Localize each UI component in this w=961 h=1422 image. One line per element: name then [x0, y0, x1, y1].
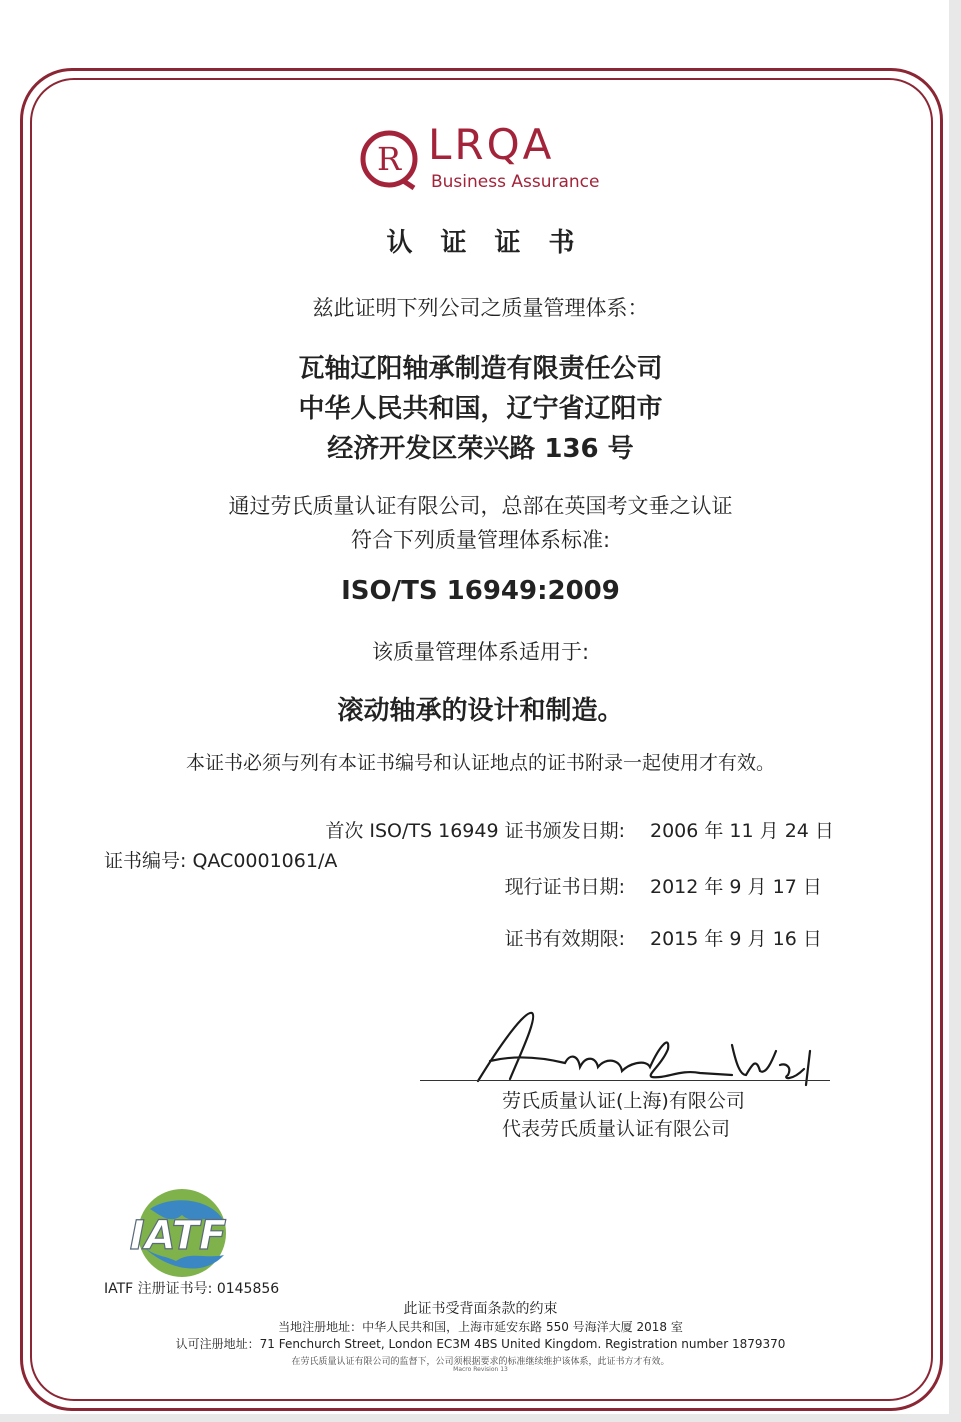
expiry-date-value: 2015 年 9 月 16 日: [650, 928, 822, 950]
current-date-label: 现行证书日期:: [504, 876, 625, 898]
svg-text:R: R: [376, 140, 402, 178]
signatory-line2: 代表劳氏质量认证有限公司: [502, 1118, 731, 1140]
iatf-globe-logo: [120, 1185, 238, 1285]
svg-text:IATF: IATF: [129, 1213, 227, 1259]
footer-validity: 在劳氏质量认证有限公司的监督下，公司须根据要求的标准继续维护该体系，此证书方才有效。: [291, 1357, 670, 1367]
signature-line: [420, 1080, 830, 1081]
certificate-number: 证书编号: QAC0001061/A: [104, 850, 338, 872]
company-address-line2: 经济开发区荣兴路 136 号: [327, 434, 634, 464]
first-issue-value: 2006 年 11 月 24 日: [650, 820, 834, 842]
handwritten-signature: [470, 1005, 830, 1095]
expiry-date-label: 证书有效期限:: [504, 928, 625, 950]
lrqa-mark-icon: [358, 128, 420, 190]
iatf-registration: IATF 注册证书号: 0145856: [104, 1281, 280, 1297]
approval-line2: 符合下列质量管理体系标准:: [350, 528, 611, 552]
scope-text: 滚动轴承的设计和制造。: [337, 696, 624, 726]
scope-intro: 该质量管理体系适用于:: [371, 640, 590, 664]
certificate-title: 认证证书: [386, 228, 603, 258]
company-address-line1: 中华人民共和国，辽宁省辽阳市: [298, 394, 663, 424]
footer-local-address: 当地注册地址：中华人民共和国，上海市延安东路 550 号海洋大厦 2018 室: [278, 1320, 683, 1334]
logo-subtitle: Business Assurance: [431, 172, 600, 192]
lrqa-logo: [358, 120, 618, 192]
scan-edge-right: [949, 0, 961, 1422]
validity-note: 本证书必须与列有本证书编号和认证地点的证书附录一起使用才有效。: [185, 752, 775, 774]
intro-text: 兹此证明下列公司之质量管理体系：: [312, 296, 649, 320]
signatory-line1: 劳氏质量认证(上海)有限公司: [502, 1090, 745, 1112]
footer-revision: Macro Revision 13: [453, 1366, 508, 1373]
current-date-value: 2012 年 9 月 17 日: [650, 876, 822, 898]
footer-registered-address: 认可注册地址：71 Fenchurch Street, London EC3M 4BS United Kingdom. Registration number 1879370: [175, 1337, 786, 1351]
approval-line1: 通过劳氏质量认证有限公司，总部在英国考文垂之认证: [228, 494, 733, 518]
footer-terms: 此证书受背面条款的约束: [403, 1301, 558, 1317]
logo-name: LRQA: [428, 120, 555, 169]
first-issue-label: 首次 ISO/TS 16949 证书颁发日期:: [325, 820, 625, 842]
scan-edge-bottom: [0, 1414, 961, 1422]
company-name: 瓦轴辽阳轴承制造有限责任公司: [298, 354, 663, 384]
standard-name: ISO/TS 16949:2009: [341, 576, 620, 606]
